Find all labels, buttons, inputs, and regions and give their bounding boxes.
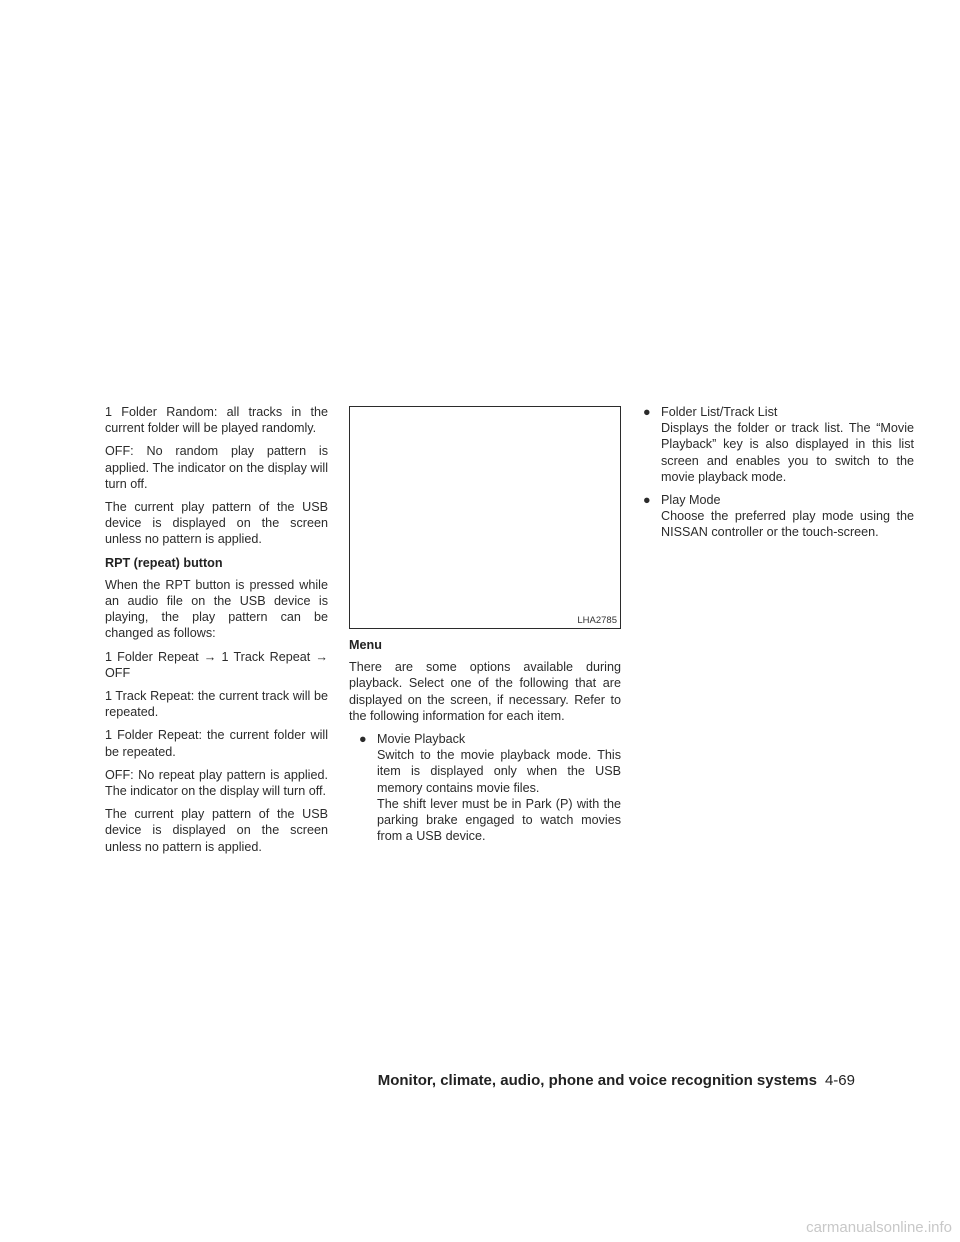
left-column	[105, 404, 328, 862]
footer-section-title: Monitor, climate, audio, phone and voice recognition systems	[377, 1072, 817, 1089]
page-number: 4-69	[824, 1072, 855, 1089]
figure-placeholder	[349, 406, 621, 629]
watermark: carmanualsonline.info	[806, 1219, 952, 1236]
middle-column	[349, 637, 621, 851]
right-column	[643, 404, 914, 548]
paragraph-folder-repeat: 1 Folder Repeat: the current folder will be repeated.	[105, 728, 328, 759]
bullet-title: Folder List/Track List	[661, 405, 778, 419]
bullet-text: Choose the preferred play mode using the NISSAN controller or the touch-screen.	[661, 509, 914, 540]
figure-label: LHA2785	[577, 615, 617, 626]
list-item-play-mode	[643, 492, 914, 541]
bullet-icon: ●	[643, 405, 651, 419]
paragraph-repeat-off: OFF: No repeat play pattern is applied. The indicator on the display will turn off.	[105, 767, 328, 799]
paragraph-menu-intro: There are some options available during playback. Select one of the following that are displayed on the screen, if necessary. Refer to the following information for each item.	[349, 660, 621, 723]
paragraph-repeat-sequence: 1 Folder Repeat → 1 Track Repeat → OFF	[105, 649, 328, 680]
bullet-text-2: The shift lever must be in Park (P) with the parking brake engaged to watch movies from a USB device.	[377, 796, 621, 844]
bullet-text: Displays the folder or track list. The “Movie Playback” key is also displayed in this list screen and enables you to switch to the movie playback mode.	[661, 421, 914, 484]
list-item-movie-playback	[349, 731, 621, 844]
heading-rpt-button: RPT (repeat) button	[105, 555, 223, 570]
paragraph-random-off: OFF: No random play pattern is applied. The indicator on the display will turn off.	[105, 444, 328, 491]
paragraph-random-display: The current play pattern of the USB device is displayed on the screen unless no pattern is applied.	[105, 500, 328, 547]
bullet-text: Switch to the movie playback mode. This item is displayed only when the USB memory contains movie files.	[377, 748, 621, 795]
bullet-icon: ●	[643, 493, 651, 508]
bullet-title: Movie Playback	[377, 732, 466, 747]
page-footer	[378, 1072, 855, 1089]
bullet-icon: ●	[359, 732, 367, 747]
bullet-title: Play Mode	[661, 493, 721, 508]
paragraph-folder-random: 1 Folder Random: all tracks in the current folder will be played randomly.	[105, 405, 328, 436]
heading-menu: Menu	[349, 638, 382, 652]
list-item-folder-list	[643, 404, 914, 485]
paragraph-repeat-display: The current play pattern of the USB device is displayed on the screen unless no pattern is applied.	[105, 807, 328, 854]
paragraph-track-repeat: 1 Track Repeat: the current track will be repeated.	[105, 689, 328, 720]
paragraph-rpt-intro: When the RPT button is pressed while an audio file on the USB device is playing, the play pattern can be changed as follows:	[105, 577, 328, 641]
